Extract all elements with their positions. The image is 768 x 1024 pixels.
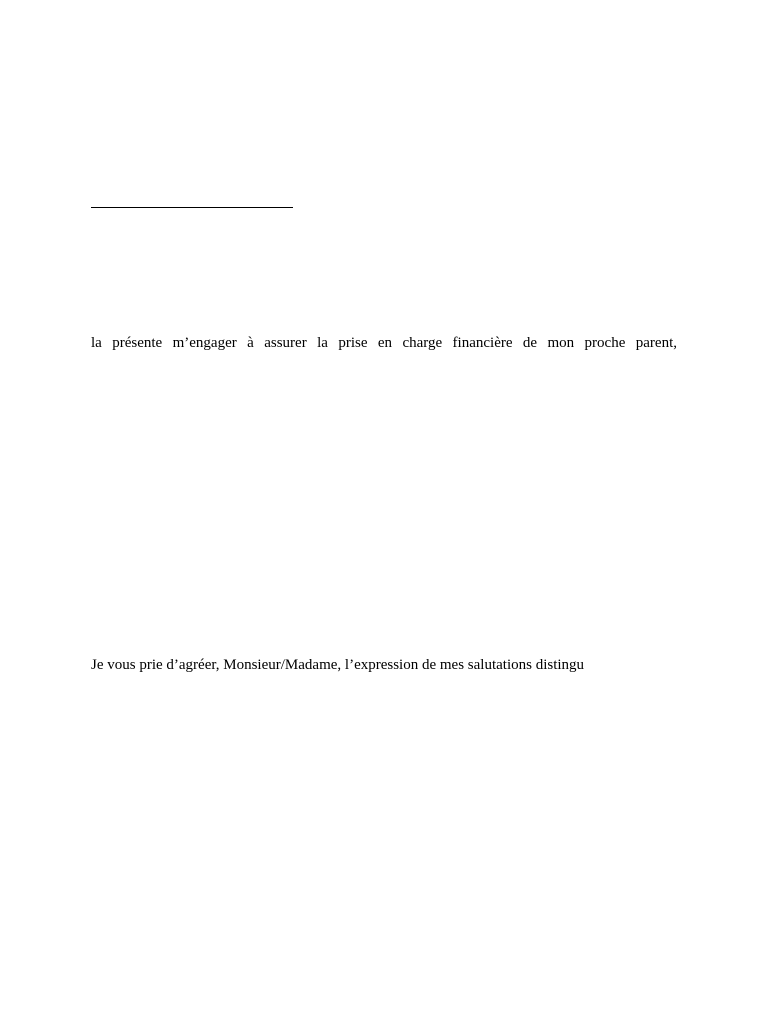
- commitment-text: la présente m’engager à assurer la prise en charge financière de mon proche parent,: [91, 335, 677, 351]
- closing-text: Je vous prie d’agréer, Monsieur/Madame, l’expression de mes salutations distingu: [91, 657, 585, 673]
- signature-line: [91, 207, 293, 208]
